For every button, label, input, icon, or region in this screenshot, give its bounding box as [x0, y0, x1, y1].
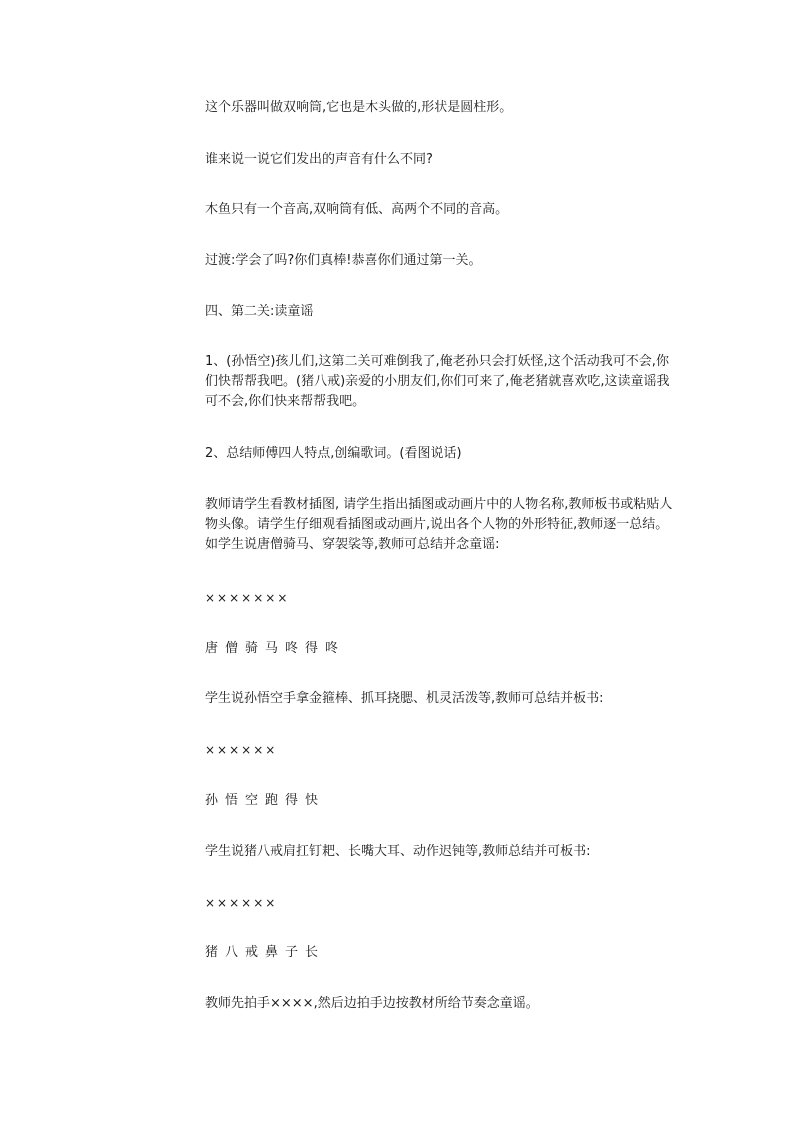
paragraph-clapping: 教师先拍手××××,然后边拍手边按教材所给节奏念童谣。	[205, 996, 539, 1011]
paragraph-instrument: 这个乐器叫做双响筒,它也是木头做的,形状是圆柱形。	[205, 100, 513, 115]
paragraph-teacher-instructions: 教师请学生看教材插图, 请学生指出插图或动画片中的人物名称,教师板书或粘贴人物头像。请学生仔细观看插图或动画片,说出各个人物的外形特征,教师逐一总结。如学生说唐僧骑马、穿袈裟等,教师可总结并念童谣:	[205, 497, 673, 552]
rhythm-pattern-3: ××××××	[205, 896, 278, 910]
section-heading: 四、第二关:读童谣	[205, 304, 314, 319]
paragraph-item-1: 1、(孙悟空)孩儿们,这第二关可难倒我了,俺老孙只会打妖怪,这个活动我可不会,你们快帮帮我吧。(猪八戒)亲爱的小朋友们,你们可来了,俺老猪就喜欢吃,这读童谣我可不会,你们快来帮帮我吧。	[205, 354, 670, 409]
rhythm-pattern-2: ××××××	[205, 743, 278, 757]
lyric-line-1: 唐僧骑马咚得咚	[205, 641, 346, 656]
paragraph-answer: 木鱼只有一个音高,双响筒有低、高两个不同的音高。	[205, 202, 509, 217]
paragraph-question: 谁来说一说它们发出的声音有什么不同?	[205, 152, 433, 167]
paragraph-transition: 过渡:学会了吗?你们真棒!恭喜你们通过第一关。	[205, 253, 482, 268]
rhythm-pattern-1: ×××××××	[205, 591, 290, 605]
paragraph-sun-wukong: 学生说孙悟空手拿金箍棒、抓耳挠腮、机灵活泼等,教师可总结并板书:	[205, 691, 604, 706]
lyric-line-2: 孙悟空跑得快	[205, 793, 326, 808]
paragraph-zhu-bajie: 学生说猪八戒肩扛钉耙、长嘴大耳、动作迟钝等,教师总结并可板书:	[205, 844, 591, 859]
lyric-line-3: 猪八戒鼻子长	[205, 945, 326, 960]
paragraph-item-2: 2、总结师傅四人特点,创编歌词。(看图说话)	[205, 446, 462, 461]
